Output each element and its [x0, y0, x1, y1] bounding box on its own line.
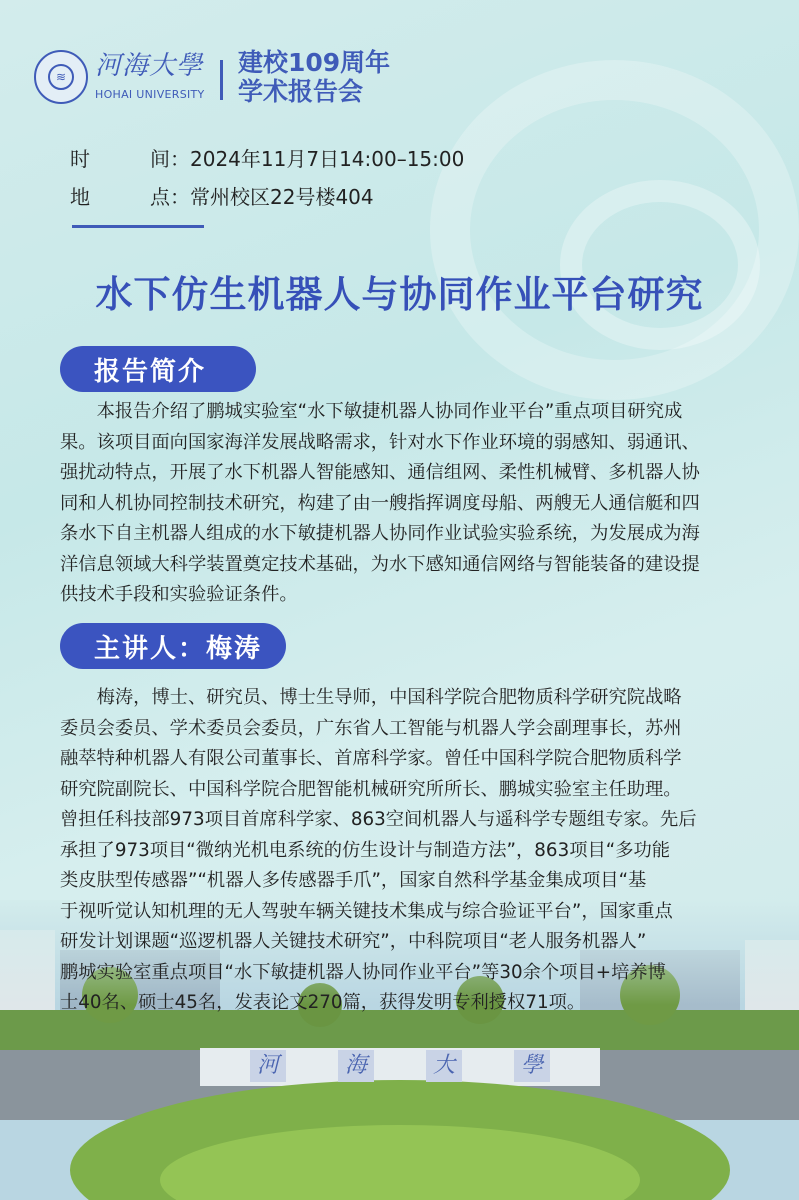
- campus-sign-char: 河: [250, 1050, 286, 1082]
- anniversary-line1: 建校109周年: [238, 48, 391, 77]
- paragraph-line: 强扰动特点，开展了水下机器人智能感知、通信组网、柔性机械臂、多机器人协: [60, 462, 700, 483]
- intro-paragraph: [60, 397, 750, 611]
- campus-sign-char: 大: [426, 1050, 462, 1082]
- paragraph-line: 研究院副院长、中国科学院合肥智能机械研究所所长、鹏城实验室主任助理。: [60, 778, 682, 800]
- paragraph-line: 类皮肤型传感器”“机器人多传感器手爪”，国家自然科学基金集成项目“基: [60, 870, 647, 891]
- paragraph-line: 鹏城实验室重点项目“水下敏捷机器人协同作业平台”等30余个项目+培养博: [60, 961, 666, 983]
- paragraph-line: 士40名、硕士45名，发表论文270篇，获得发明专利授权71项。: [60, 992, 586, 1013]
- university-name-cn: 河海大學: [95, 51, 204, 81]
- paragraph-line: 融萃特种机器人有限公司董事长、首席科学家。曾任中国科学院合肥物质科学: [60, 748, 682, 769]
- logo-emblem: ≋: [48, 64, 74, 90]
- paragraph-line: 于视听觉认知机理的无人驾驶车辆关键技术集成与综合验证平台”，国家重点: [60, 900, 673, 922]
- paragraph-line: 果。该项目面向国家海洋发展战略需求，针对水下作业环境的弱感知、弱通讯、: [60, 431, 700, 453]
- paragraph-line: 曾担任科技部973项目首席科学家、863空间机器人与遥科学专题组专家。先后: [60, 809, 697, 830]
- speaker-heading: 主讲人：梅涛: [60, 623, 286, 669]
- paragraph-line: 本报告介绍了鹏城实验室“水下敏捷机器人协同作业平台”重点项目研究成: [96, 401, 683, 422]
- page-title: 水下仿生机器人与协同作业平台研究: [95, 273, 704, 316]
- decorative-swirl: [560, 180, 760, 350]
- paragraph-line: 承担了973项目“微纳光机电系统的仿生设计与制造方法”，863项目“多功能: [60, 839, 671, 861]
- paragraph-line: 洋信息领域大科学装置奠定技术基础，为水下感知通信网络与智能装备的建设提: [60, 553, 700, 575]
- paragraph-line: 供技术手段和实验验证条件。: [60, 584, 298, 605]
- place-label: 地: [70, 185, 90, 209]
- intro-heading: 报告简介: [60, 346, 256, 392]
- time-value: 间：2024年11月7日14:00–15:00: [150, 147, 465, 171]
- campus-sign-char: 學: [514, 1050, 550, 1082]
- campus-sign-char: 海: [338, 1050, 374, 1082]
- divider: [220, 60, 223, 100]
- paragraph-line: 研发计划课题“巡逻机器人关键技术研究”，中科院项目“老人服务机器人”: [60, 931, 647, 952]
- anniversary-label: [238, 48, 390, 106]
- university-logo: [34, 50, 88, 104]
- place-value: 点：常州校区22号楼404: [150, 185, 374, 209]
- university-name-en: HOHAI UNIVERSITY: [95, 88, 205, 101]
- paragraph-line: 委员会委员、学术委员会委员，广东省人工智能与机器人学会副理事长，苏州: [60, 717, 682, 739]
- time-label: 时: [70, 147, 90, 171]
- campus-sign: [250, 1050, 550, 1082]
- paragraph-line: 梅涛，博士、研究员、博士生导师，中国科学院合肥物质科学研究院战略: [96, 687, 682, 708]
- divider: [72, 225, 204, 228]
- paragraph-line: 同和人机协同控制技术研究，构建了由一艘指挥调度母船、两艘无人通信艇和四: [60, 492, 700, 514]
- speaker-paragraph: [60, 683, 750, 1019]
- paragraph-line: 条水下自主机器人组成的水下敏捷机器人协同作业试验实验系统，为发展成为海: [60, 523, 700, 544]
- anniversary-line2: 学术报告会: [238, 77, 364, 106]
